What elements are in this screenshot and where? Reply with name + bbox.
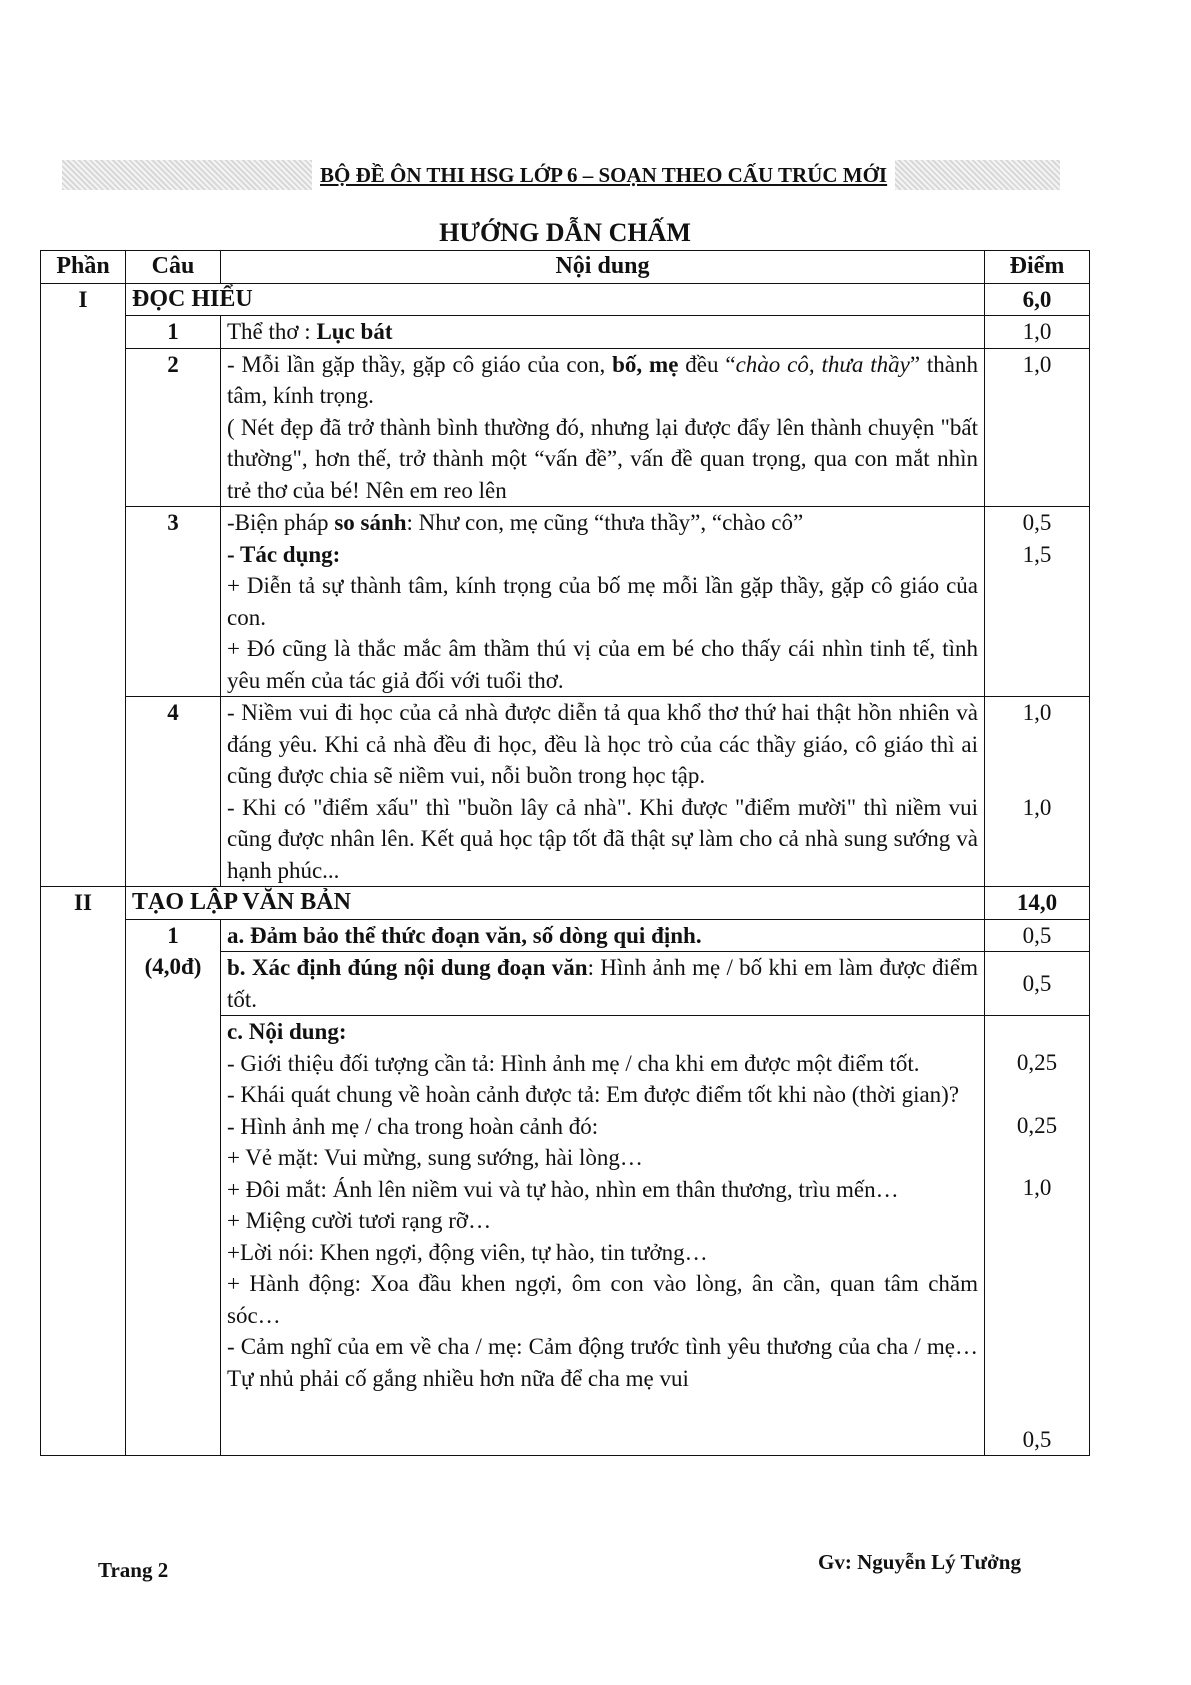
section-score-reading: 6,0 (985, 283, 1090, 316)
table-header-row (41, 251, 1090, 284)
page-number: Trang 2 (98, 1558, 169, 1582)
teacher-name: Nguyễn Lý Tưởng (857, 1550, 1021, 1574)
table-row (41, 348, 1090, 507)
score-cell (985, 507, 1090, 697)
bold-span: so sánh (334, 510, 407, 535)
italic-span: chào cô, thưa thầy (735, 351, 910, 377)
text-span: đều “ (678, 351, 736, 377)
section-row-writing (41, 887, 1090, 920)
header-score: Điểm (985, 251, 1090, 284)
content-cell (221, 1016, 985, 1456)
content-line: - Khi có "điểm xấu" thì "buồn lây cả nhà". Khi được "điểm mười" thì niềm vui cũng được nhân lên. Kết quả học tập tốt đã thật sự làm cho cả nhà sung sướng và hạnh phúc... (227, 794, 978, 883)
score-cell (985, 1016, 1090, 1456)
score-value: 0,25 (1016, 1112, 1058, 1138)
content-line: - Cảm nghĩ của em về cha / mẹ: Cảm động trước tình yêu thương của cha / mẹ…Tự nhủ phải cố gắng nhiều hơn nữa để cha mẹ vui (227, 1334, 978, 1391)
text-span: : Hình ảnh mẹ / bố khi em làm được điểm tốt. (227, 955, 978, 1012)
table-row (41, 316, 1090, 349)
score-value: 0,25 (1016, 1050, 1058, 1075)
content-cell (221, 697, 985, 887)
content-bold: Lục bát (316, 319, 393, 344)
content-line: - Hình ảnh mẹ / cha trong hoàn cảnh đó: (227, 1113, 599, 1139)
question-number (126, 919, 221, 1456)
content-line (227, 507, 978, 539)
header-question: Câu (126, 251, 221, 284)
banner-text: BỘ ĐỀ ÔN THI HSG LỚP 6 – SOẠN THEO CẤU TRÚC MỚI (312, 160, 895, 190)
score-value: 0,5 (1022, 1426, 1052, 1452)
content-line: + Hành động: Xoa đầu khen ngợi, ôm con vào lòng, ân cần, quan tâm chăm sóc… (227, 1271, 978, 1328)
content-line: + Đôi mắt: Ánh lên niềm vui và tự hào, nhìn em thân thương, trìu mến… (227, 1176, 899, 1202)
score-cell: 1,0 (985, 316, 1090, 349)
score-value: 1,0 (1022, 700, 1052, 725)
content-line: - Niềm vui đi học của cả nhà được diễn tả qua khổ thơ thứ hai thật hồn nhiên và đáng yêu. Khi cả nhà đều đi học, đều là học trò của các thầy giáo, cô giáo thì ai cũng được chia sẽ niềm vui, nỗi buồn trong học tập. (227, 700, 978, 788)
bold-span: bố, mẹ (612, 351, 679, 377)
section-title-reading: ĐỌC HIỂU (126, 283, 985, 316)
content-line: + Diễn tả sự thành tâm, kính trọng của bố mẹ mỗi lần gặp thầy, gặp cô giáo của con. (227, 573, 978, 630)
table-row (41, 507, 1090, 697)
content-line: + Miệng cười tươi rạng rỡ… (227, 1208, 492, 1233)
score-cell: 0,5 (985, 952, 1090, 1016)
document-title: HƯỚNG DẪN CHẤM (439, 218, 691, 247)
score-cell: 0,5 (985, 919, 1090, 952)
bold-span: b. Xác định đúng nội dung đoạn văn (227, 955, 588, 980)
content-line: + Đó cũng là thắc mắc âm thầm thú vị của em bé cho thấy cái nhìn tinh tế, tình yêu mến của tác giả đối với tuổi thơ. (227, 636, 978, 693)
grading-table (40, 250, 1090, 1456)
score-value: 0,5 (1022, 510, 1052, 535)
question-number: 4 (126, 697, 221, 887)
content-cell (221, 919, 985, 952)
teacher-label: Gv: (818, 1550, 858, 1574)
content-line-bold: - Tác dụng: (227, 541, 341, 567)
score-value: 1,5 (1022, 541, 1052, 567)
section-score-writing: 14,0 (985, 887, 1090, 920)
question-number: 2 (126, 348, 221, 507)
content-line: + Vẻ mặt: Vui mừng, sung sướng, hài lòng… (227, 1145, 643, 1170)
content-line: - Giới thiệu đối tượng cần tả: Hình ảnh mẹ / cha khi em được một điểm tốt. (227, 1050, 920, 1076)
content-line (227, 952, 978, 1015)
content-line: - Khái quát chung về hoàn cảnh được tả: Em được điểm tốt khi nào (thời gian)? (227, 1082, 960, 1107)
table-row (41, 697, 1090, 887)
content-cell (221, 952, 985, 1016)
question-num-text: 1 (167, 922, 179, 948)
score-value: 1,0 (1022, 1175, 1052, 1200)
question-number: 1 (126, 316, 221, 349)
content-line (227, 349, 978, 412)
part-cell-1: I (41, 283, 126, 887)
header-content: Nội dung (221, 251, 985, 284)
content-line: +Lời nói: Khen ngợi, động viên, tự hào, tin tưởng… (227, 1239, 708, 1265)
content-line: ( Nét đẹp đã trở thành bình thường đó, nhưng lại được đẩy lên thành chuyện "bất thường", hơn thế, trở thành một “vấn đề”, vấn đề quan trọng, qua con mắt nhìn trẻ thơ của bé! Nên em reo lên (227, 414, 978, 503)
teacher-credit (818, 1550, 1021, 1575)
content-cell (221, 316, 985, 349)
text-span: ” thành tâm, kính trọng. (227, 351, 979, 408)
score-cell (985, 697, 1090, 887)
part-cell-2: II (41, 887, 126, 1456)
section-row-reading (41, 283, 1090, 316)
header-banner (62, 160, 1060, 190)
content-cell (221, 348, 985, 507)
text-span: - Mỗi lần gặp thầy, gặp cô giáo của con, (227, 351, 613, 377)
text-span: -Biện pháp (227, 510, 335, 535)
content-text: Thể thơ : (227, 319, 317, 344)
score-value: 1,0 (1022, 794, 1052, 820)
section-title-writing: TẠO LẬP VĂN BẢN (126, 887, 985, 920)
header-part: Phần (41, 251, 126, 284)
table-row (41, 919, 1090, 952)
question-number: 3 (126, 507, 221, 697)
content-line-bold: c. Nội dung: (227, 1019, 347, 1044)
content-cell (221, 507, 985, 697)
content-bold: a. Đảm bảo thể thức đoạn văn, số dòng qui định. (227, 922, 702, 948)
score-cell: 1,0 (985, 348, 1090, 507)
text-span: : Như con, mẹ cũng “thưa thầy”, “chào cô” (406, 510, 804, 535)
question-points: (4,0đ) (144, 954, 202, 979)
